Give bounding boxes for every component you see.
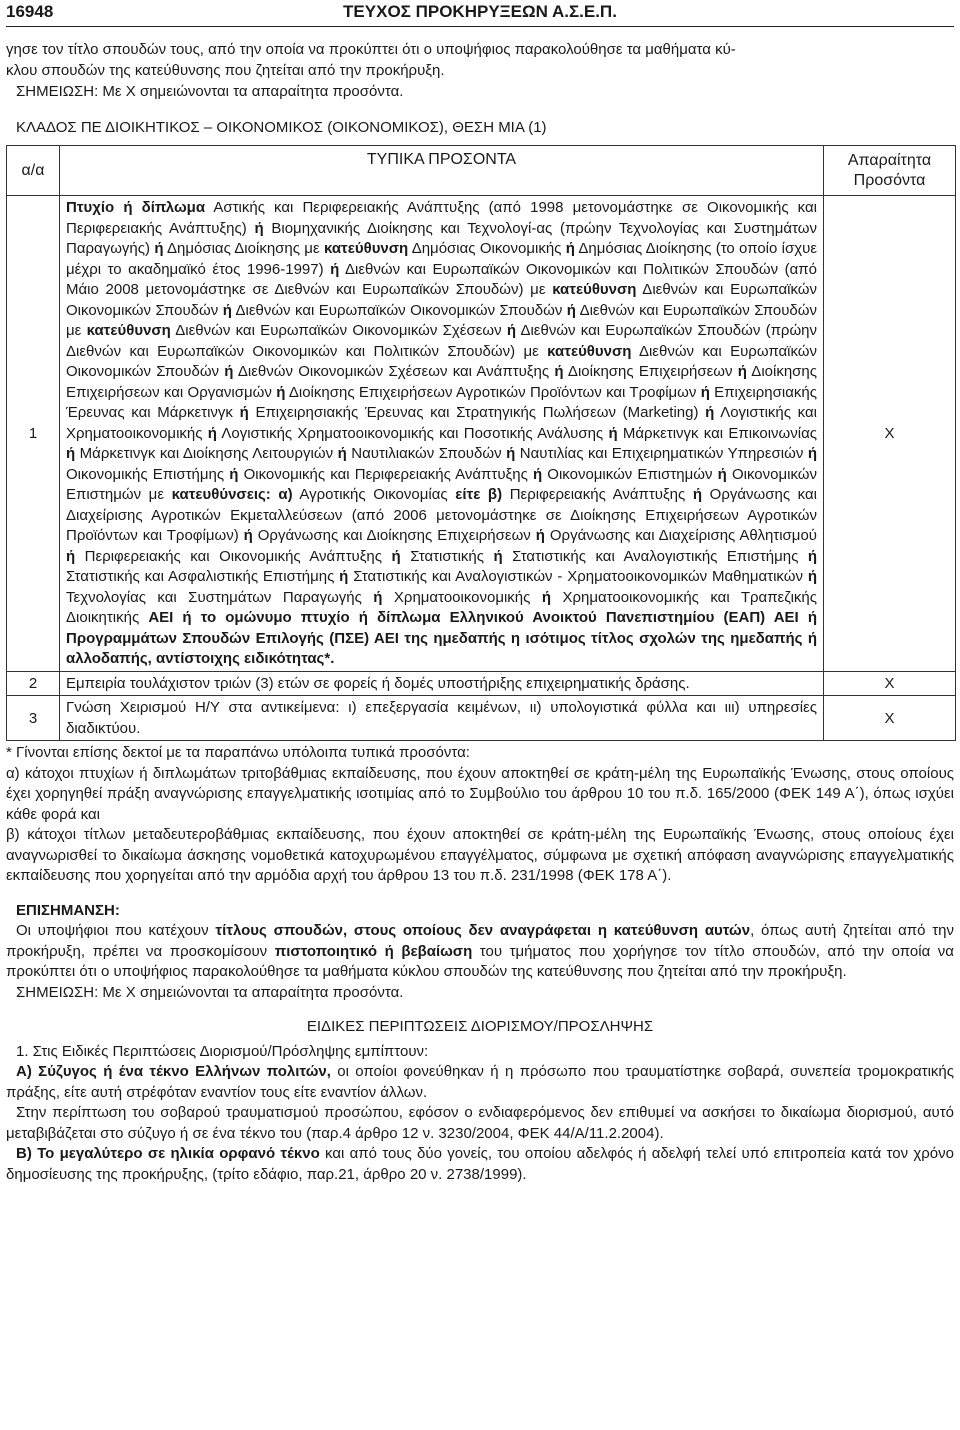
important-label-text: ΕΠΙΣΗΜΑΝΣΗ: [16,901,120,919]
text-fragment: Γνώση Χειρισμού Η/Υ στα αντικείμενα: ι) επεξεργασία κειμένων, ιι) υπολογιστικά φύλλα και ιιι) υπηρεσίες διαδικτύου. [66,699,817,737]
row-number: 3 [7,696,60,741]
bold-fragment: ή [229,465,239,483]
important-label [6,901,954,922]
row-number: 2 [7,671,60,696]
text-fragment: Διεθνών και Ευρωπαϊκών Οικονομικών Σπουδών [66,342,817,380]
special-a-bold: Α) Σύζυγος ή ένα τέκνο Ελλήνων πολιτών, [16,1063,331,1080]
text-fragment: Διεθνών και Ευρωπαϊκών Σπουδών (πρώην Διεθνών και Ευρωπαϊκών Οικονομικών και Πολιτικών Σπουδών) με [66,322,818,360]
special-b-text: και από τους δύο γονείς, του οποίου αδελφός ή αδελφή τελεί υπό επιτροπεία κατά τον χρόνο δημοσίευσης της προκήρυξης, (τρίτο εδάφιο, παρ.21, άρθρο 20 ν. 2738/1999). [6,1145,954,1183]
text-fragment: Στατιστικής και Αναλογιστικών - Χρηματοοικονομικών Μαθηματικών [348,568,808,585]
bold-fragment: ή [807,547,817,565]
page-number: 16948 [6,2,54,21]
bold-fragment: ή [276,383,286,401]
required-mark: Χ [824,196,956,672]
bold-fragment: ή [700,383,710,401]
bold-fragment: ή [66,547,76,565]
bold-fragment: κατεύθυνση [323,240,409,257]
text-fragment: Διεθνών Οικονομικών Σχέσεων και Ανάπτυξης [233,363,555,380]
footnote-a: α) κάτοχοι πτυχίων ή διπλωμάτων τριτοβάθμιας εκπαίδευσης, που έχουν αποκτηθεί σε κράτη-μέλη της Ευρωπαϊκής Ένωσης, στους οποίους έχει χορηγηθεί πράξη αναγνώρισης επαγγελματικής ισοτιμίας από το Συμβούλιο του άρθρου 10 του π.δ. 165/2000 (ΦΕΚ 149 Α΄), όπως ισχύει κάθε φορά και [6,764,954,823]
note-label: ΣΗΜΕΙΩΣΗ: [16,83,99,100]
bold-fragment: ή [541,588,551,606]
text-fragment: Ναυτιλιακών Σπουδών [346,445,507,462]
bold-fragment: ή [737,363,747,380]
text-fragment: Εμπειρία τουλάχιστον τριών (3) ετών σε φορείς ή δομές υποστήριξης επιχειρηματικής δράσης. [66,674,690,692]
footnote-b: β) κάτοχοι τίτλων μεταδευτεροβάθμιας εκπαίδευσης, που έχουν αποκτηθεί σε κράτη-μέλη της Ευρωπαϊκής Ένωσης, στους οποίους έχει αναγνωρισθεί το δικαίωμα άσκησης νομοθετικά κατοχυρωμένου επαγγέλματος, σύμφωνα με σχετική απόφαση αναγνώρισης επαγγελματικής εκπαίδευσης που χορηγείται από την αρμόδια αρχή του άρθρου 13 του π.δ. 231/1998 (ΦΕΚ 178 Α΄). [6,826,954,884]
text-fragment: Χρηματοοικονομικής και Τραπεζικής Διοικητικής [66,588,817,626]
text-fragment: Οργάνωσης και Διαχείρισης Αθλητισμού [544,527,817,544]
text-fragment: Διεθνών και Ευρωπαϊκών Οικονομικών και Πολιτικών Σπουδών (από Μάιο 2008 μετονομάστηκε σε Διεθνών και Ευρωπαϊκών Σπουδών) με [66,260,817,298]
text-fragment: Οργάνωσης και Διαχείρισης Αγροτικών Εκμεταλλεύσεων (από 2006 μετονομάστηκε σε Διοίκησης Επιχειρήσεων Αγροτικών Προϊόντων και Τροφίμων) [66,486,818,544]
intro-text [6,40,954,103]
header-aa: α/α [7,146,60,196]
table-row [7,196,956,672]
bold-fragment: ή [535,527,545,544]
section-title: ΚΛΑΔΟΣ ΠΕ ΔΙΟΙΚΗΤΙΚΟΣ – ΟΙΚΟΝΟΜΙΚΟΣ (ΟΙΚΟΝΟΜΙΚΟΣ), ΘΕΣΗ ΜΙΑ (1) [16,119,547,136]
bold-fragment: ή [224,363,234,380]
intro-note [6,82,954,103]
special-item-1: 1. Στις Ειδικές Περιπτώσεις Διορισμού/Πρόσληψης εμπίπτουν: [16,1042,429,1060]
bold-fragment: κατεύθυνση [552,281,637,298]
important-bold-1: τίτλους σπουδών, στους οποίους δεν αναγράφεται η κατεύθυνση αυτών [215,922,751,939]
text-fragment: Διοίκησης Επιχειρήσεων και Οργανισμών [66,363,818,401]
bold-fragment: κατευθύνσεις: α) [171,486,293,503]
bold-fragment: ή [807,568,817,585]
bold-fragment: ή [66,445,76,462]
bold-fragment: ή [506,445,516,462]
note-text: Με Χ σημειώνονται τα απαραίτητα προσόντα. [98,83,404,100]
bold-fragment: ή [692,486,703,503]
special-b-bold: Β) Το μεγαλύτερο σε ηλικία ορφανό τέκνο [16,1145,320,1162]
text-fragment: Οικονομικής Επιστήμης [66,465,230,483]
bold-fragment: ή [807,445,817,462]
journal-title: ΤΕΥΧΟΣ ΠΡΟΚΗΡΥΞΕΩΝ Α.Σ.Ε.Π. [343,2,617,21]
special-paragraph-2: Στην περίπτωση του σοβαρού τραυματισμού προσώπου, εφόσον ο ενδιαφερόμενος δεν επιθυμεί να ασκήσει το δικαίωμα διορισμού, αυτό μεταβιβάζεται στο σύζυγο ή σε ένα τέκνο του (παρ.4 άρθρο 12 ν. 3230/2004, ΦΕΚ 44/Α/11.2.2004). [6,1104,954,1142]
bold-fragment: Πτυχίο ή δίπλωμα [66,199,206,216]
bold-fragment: ή [243,527,253,544]
special-item-a [6,1062,954,1103]
bold-fragment: είτε β) [455,486,503,503]
text-fragment: Στατιστικής [400,547,494,565]
text-fragment: Βιομηχανικής Διοίκησης και Τεχνολογί-ας (πρώην Τεχνολογίας και Συστημάτων Παραγωγής) [66,219,817,257]
text-fragment: Διεθνών και Ευρωπαϊκών Οικονομικών Σπουδών [231,301,567,319]
row-qualification-text [60,196,824,672]
text-fragment: Χρηματοοικονομικής [382,588,542,606]
table-body [7,196,956,741]
text-fragment: Μάρκετινγκ και Διοίκησης Λειτουργιών [75,445,338,462]
text-fragment: Ναυτιλίας και Επιχειρηματικών Υπηρεσιών [515,445,808,462]
special-a-text: οι οποίοι φονεύθηκαν ή η πρόσωπο που τραυματίστηκε σοβαρά, συνεπεία τρομοκρατικής πράξης, είτε αυτή στρέφόταν εναντίον τους είτε εναντίον άλλων. [6,1063,954,1101]
text-fragment: Διεθνών και Ευρωπαϊκών Οικονομικών Σπουδών [66,281,817,319]
bold-fragment: ή [207,424,217,442]
text-fragment: Οικονομικής και Περιφερειακής Ανάπτυξης [238,465,533,483]
text-fragment: Δημόσιας Διοίκησης με [163,240,324,257]
text-fragment: Αστικής και Περιφερειακής Ανάπτυξης (από 1998 μετονομάστηκε σε Οικονομικής και Περιφερειακής Ανάπτυξης) [66,199,818,237]
bold-fragment: ή [254,219,264,237]
page-header [6,2,954,26]
header-rule [6,26,954,27]
bold-fragment: ή [239,404,249,421]
text-fragment: Διεθνών και Ευρωπαϊκών Σπουδών με [66,301,817,339]
intro-line-1: γησε τον τίτλο σπουδών τους, από την οποία να προκύπτει ότι ο υποψήφιος παρακολούθησε τα μαθήματα κύ- [6,41,736,58]
text-fragment: Στατιστικής και Αναλογιστικής Επιστήμης [502,547,808,565]
header-required [824,146,956,196]
text-fragment: Επιχειρησιακής Έρευνας και Στρατηγικής Πωλήσεων (Marketing) [248,404,706,421]
row-qualification-text [60,671,824,696]
bold-fragment: ή [506,322,517,339]
bold-fragment: ΑΕΙ ή το ομώνυμο πτυχίο ή δίπλωμα Ελληνικού Ανοικτού Πανεπιστημίου (ΕΑΠ) ΑΕΙ ή Προγραμμάτων Σπουδών Επιλογής (ΠΣΕ) ΑΕΙ της ημεδαπής η ισότιμος τίτλος σχολών της ημεδαπής ή αλλοδαπής, αντίστοιχης ειδικότητας*. [66,609,817,667]
required-mark: Χ [824,696,956,741]
bold-fragment: ή [373,588,383,606]
text-fragment: Περιφερειακής Ανάπτυξης [502,486,693,503]
bold-fragment: ή [717,465,727,483]
bold-fragment: ή [532,465,543,483]
bold-fragment: ή [554,363,564,380]
bold-fragment: ή [565,240,575,257]
intro-line-2: κλου σπουδών της κατεύθυνσης που ζητείται από την προκήρυξη. [6,61,445,79]
bold-fragment: ή [705,404,715,421]
header-required-line1: Απαραίτητα [847,151,932,169]
bold-fragment: ή [339,568,349,585]
text-fragment: Οικονομικών Επιστημών [542,465,718,483]
special-item-b [6,1144,954,1185]
table-row [7,671,956,696]
table-header-row [7,146,956,196]
header-required-line2: Προσόντα [853,171,926,189]
row-qualification-text [60,696,824,741]
row-number: 1 [7,196,60,672]
important-text-1: Οι υποψήφιοι που κατέχουν [16,922,216,939]
text-fragment: Επιχειρησιακής Έρευνας και Μάρκετινγκ [66,383,817,421]
bold-fragment: ή [608,424,618,442]
important-text-2: , όπως αυτή ζητείται από την προκήρυξη, πρέπει να προσκομίσουν [6,922,955,960]
text-fragment: Διεθνών και Ευρωπαϊκών Οικονομικών Σχέσεων [170,322,507,339]
text-fragment: Τεχνολογίας και Συστημάτων Παραγωγής [66,588,374,606]
special-title: ΕΙΔΙΚΕΣ ΠΕΡΙΠΤΩΣΕΙΣ ΔΙΟΡΙΣΜΟΥ/ΠΡΟΣΛΗΨΗΣ [306,1018,654,1035]
text-fragment: Οικονομικών Επιστημών με [66,465,817,503]
important-bold-2: πιστοποιητικό ή βεβαίωση [274,942,473,960]
bold-fragment: ή [566,301,576,319]
important-text-3: του τμήματος που χορήγησε τον τίτλο σπουδών, από την οποία να προκύπτει ότι ο υποψήφιος παρακολούθησε τα μαθήματα κύκλου σπουδών της κατεύθυνσης που ζητείται από την προκήρυξη. [6,942,954,980]
text-fragment: Λογιστικής και Χρηματοοικονομικής [66,404,817,442]
bold-fragment: ή [222,301,232,319]
text-fragment: Λογιστικής Χρηματοοικονομικής και Ποσοτικής Ανάλυσης [216,424,609,442]
bold-fragment: κατεύθυνση [547,342,632,360]
table-row [7,696,956,741]
text-fragment: Στατιστικής και Ασφαλιστικής Επιστήμης [66,568,340,585]
bold-fragment: ή [330,260,340,278]
bold-fragment: ή [154,240,164,257]
important-paragraph [6,921,954,983]
qualifications-table [6,145,956,741]
text-fragment: Δημόσιας Διοίκησης (το οποίο ίσχυε μέχρι το ακαδημαϊκό έτος 1996-1997) [66,240,818,278]
text-fragment: Δημόσιας Οικονομικής [408,240,566,257]
text-fragment: Μάρκετινγκ και Επικοινωνίας [617,424,818,442]
header-typical: ΤΥΠΙΚΑ ΠΡΟΣΟΝΤΑ [60,146,824,196]
bold-fragment: κατεύθυνση [86,322,171,339]
text-fragment: Οργάνωσης και Διοίκησης Επιχειρήσεων [252,527,536,544]
footnotes-and-notices [6,743,954,1185]
bold-fragment: ή [493,547,503,565]
required-mark: Χ [824,671,956,696]
text-fragment: Διοίκησης Επιχειρήσεων [563,363,738,380]
bold-fragment: ή [391,547,401,565]
text-fragment: Αγροτικής Οικονομίας [292,486,456,503]
footnote-intro: * Γίνονται επίσης δεκτοί με τα παραπάνω υπόλοιπα τυπικά προσόντα: [6,744,470,761]
text-fragment: Περιφερειακής και Οικονομικής Ανάπτυξης [75,547,392,565]
bold-fragment: ή [337,445,347,462]
important-note: ΣΗΜΕΙΩΣΗ: Με Χ σημειώνονται τα απαραίτητα προσόντα. [16,983,404,1001]
text-fragment: Διοίκησης Επιχειρήσεων Αγροτικών Προϊόντων και Τροφίμων [285,383,701,401]
